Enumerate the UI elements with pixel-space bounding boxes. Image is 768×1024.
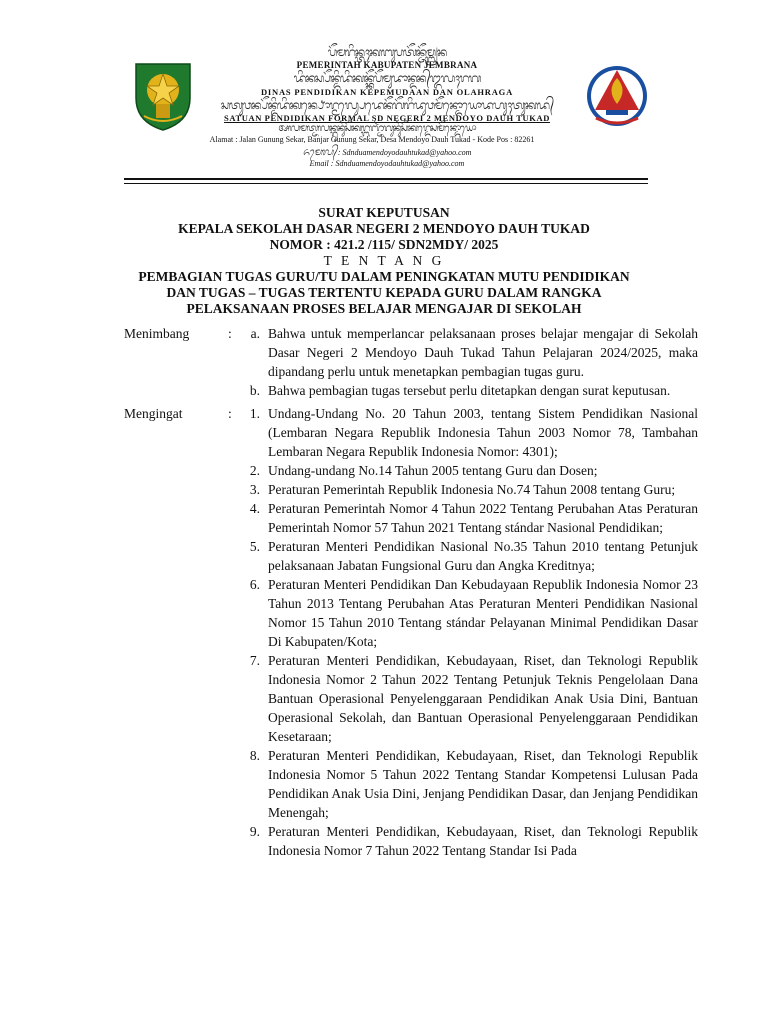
item-text: Bahwa untuk memperlancar pelaksanaan proses belajar mengajar di Sekolah Dasar Negeri 2 Mendoyo Dauh Tukad Tahun Pelajaran 2024/2025, maka dipandang perlu untuk menetapkan pembagian tugas guru. [268, 326, 698, 379]
balinese-script-line: ᬧᭂᬫᬭᬶᬦ᭄ᬢᬄᬓᬩᬸᬧᬢᭂᬦ᭄ᬚᭂᬫ᭄ᬩ᭄ᬭᬦ [327, 45, 447, 59]
mengingat-item [124, 404, 698, 461]
item-text: Peraturan Menteri Pendidikan, Kebudayaan, Riset, dan Teknologi Republik Indonesia Nomor 5 Tahun 2022 Tentang Standar Kompetensi Lulusan Pada Pendidikan Anak Usia Dini, Jenjang Pendidikan Dasar, dan Jenjang Pendidikan Menengah; [268, 748, 698, 820]
email-row [194, 160, 580, 168]
item-marker: 8. [249, 748, 260, 763]
mengingat-item [124, 651, 698, 746]
letterhead [124, 44, 648, 184]
government-name: PEMERINTAH KABUPATEN JEMBRANA [296, 60, 478, 70]
mengingat-item [124, 575, 698, 651]
item-marker: 2. [249, 463, 260, 478]
colon: : [228, 406, 232, 421]
decree-body [124, 324, 698, 860]
email-row-balinese [194, 146, 580, 158]
mengingat-item [124, 537, 698, 575]
email-label: Email : [309, 159, 334, 168]
balinese-script-line: ᬤᬶᬦᬲ᭄ᬧᭂᬦ᭄ᬤᬶᬤᬶᬓᬦ᭄ᬓᭂᬧᭂᬫᬸᬤᬵᬦ᭄ᬤᬦ᭄ᬑᬮᬄᬭᬕ [293, 71, 481, 85]
item-text: Peraturan Pemerintah Nomor 4 Tahun 2022 Tentang Perubahan Atas Peraturan Pemerintah Nomor 57 Tahun 2021 Tentang stándar Nasional Pendidikan; [268, 501, 698, 535]
item-text: Peraturan Pemerintah Republik Indonesia No.74 Tahun 2008 tentang Guru; [268, 482, 676, 497]
item-marker: a. [250, 326, 260, 341]
issuer-title: KEPALA SEKOLAH DASAR NEGERI 2 MENDOYO DAUH TUKAD [178, 221, 590, 236]
item-text: Peraturan Menteri Pendidikan, Kebudayaan, Riset, dan Teknologi Republik Indonesia Nomor 7 Tahun 2022 Tentang Standar Isi Pada [268, 824, 698, 858]
colon: : [228, 326, 232, 341]
decree-topic-line: PELAKSANAAN PROSES BELAJAR MENGAJAR DI SEKOLAH [186, 301, 582, 316]
item-text: Peraturan Menteri Pendidikan, Kebudayaan, Riset, dan Teknologi Republik Indonesia Nomor 2 Tahun 2022 Tentang Petunjuk Teknis Pengelolaan Dana Bantuan Operasional Penyelenggaraan Pendidikan Anak Usia Dini, Bantuan Operasional Sekolah, dan Bantuan Operasional Penyelenggaraan Pendidikan Kesetaraan; [268, 653, 698, 744]
decree-title: SURAT KEPUTUSAN [318, 205, 450, 220]
email-address: Sdnduamendoyodauhtukad@yahoo.com [335, 159, 465, 168]
email-address: : Sdnduamendoyodauhtukad@yahoo.com [337, 148, 472, 157]
mengingat-item [124, 746, 698, 822]
tentang-heading: T E N T A N G [323, 253, 445, 268]
decree-number: NOMOR : 421.2 /115/ SDN2MDY/ 2025 [269, 237, 499, 252]
decree-topic-line: DAN TUGAS – TUGAS TERTENTU KEPADA GURU DALAM RANGKA [166, 285, 602, 300]
item-text: Undang-undang No.14 Tahun 2005 tentang Guru dan Dosen; [268, 463, 598, 478]
jembrana-regency-logo [130, 60, 196, 132]
letterhead-thick-rule [124, 178, 648, 180]
balinese-script-line: ᬅᬮᬫᬢ᭄ᬚᬮᬦ᭄ᬕᬸᬦᬸᬂᬲᭂᬓᬭ᭄ᬩᬜ᭄ᬚᬃᬕᬸᬦᬸᬂᬲᭂᬓᬭ᭄ᬤᬾᬲᬫᭂᬦ᭄ᬤᭀᬬᭀ [278, 123, 476, 134]
tut-wuri-handayani-logo [584, 60, 650, 132]
school-unit-name: SATUAN PENDIDIKAN FORMAL SD NEGERI 2 MENDOYO DAUH TUKAD [224, 112, 550, 123]
item-marker: 5. [249, 539, 260, 554]
school-address: Alamat : Jalan Gunung Sekar, Banjar Gunung Sekar, Desa Mendoyo Dauh Tukad - Kode Pos : 82261 [209, 135, 535, 144]
balinese-email-label: ᬏᬫᬾᬮ᭄ [302, 147, 336, 158]
decree-topic-line: PEMBAGIAN TUGAS GURU/TU DALAM PENINGKATAN MUTU PENDIDIKAN [138, 269, 630, 284]
department-name: DINAS PENDIDIKAN KEPEMUDAAN DAN OLAHRAGA [260, 87, 514, 97]
mengingat-item [124, 822, 698, 860]
menimbang-label: Menimbang [124, 326, 190, 341]
menimbang-item [124, 324, 698, 381]
item-text: Undang-Undang No. 20 Tahun 2003, tentang Sistem Pendidikan Nasional (Lembaran Negara Republik Indonesia Tahun 2003 Nomor 78, Tambahan Lembaran Negara Republik Indonesia Nomor: 4301); [268, 406, 698, 459]
mengingat-item [124, 461, 698, 480]
item-text: Bahwa pembagian tugas tersebut perlu ditetapkan dengan surat keputusan. [268, 383, 671, 398]
item-marker: 4. [249, 501, 260, 516]
mengingat-item [124, 480, 698, 499]
balinese-script-line: ᬲᬢᬸᬯᬦ᭄ᬧᭂᬦ᭄ᬤᬶᬤᬶᬓᬦ᭄ᬨᭀᬭ᭄ᬫᬮ᭄ᬲᬾᬤᬾᬦᭂᬕᭂᬭᬶᬤᬸᬯᬫᭂᬦ᭄ᬤᭀᬬᭀᬤᬳᬸᬄᬢᬸᬓᬤ᭄ [220, 97, 554, 112]
item-text: Peraturan Menteri Pendidikan Dan Kebudayaan Republik Indonesia Nomor 23 Tahun 2013 Tentang Perubahan Atas Peraturan Menteri Pendidikan Nasional Nomor 15 Tahun 2010 Tentang stándar Pelayanan Minimal Pendidikan Dasar Di Kabupaten/Kota; [268, 577, 698, 649]
item-text: Peraturan Menteri Pendidikan Nasional No.35 Tahun 2010 tentang Petunjuk pelaksanaan Jabatan Fungsional Guru dan Angka Kreditnya; [268, 539, 698, 573]
mengingat-item [124, 499, 698, 537]
item-marker: 7. [249, 653, 260, 668]
decree-title-block [100, 205, 668, 317]
item-marker: 3. [249, 482, 260, 497]
item-marker: 9. [249, 824, 260, 839]
letterhead-thin-rule [124, 183, 648, 184]
menimbang-item [124, 381, 698, 400]
mengingat-label: Mengingat [124, 406, 183, 421]
item-marker: 6. [249, 577, 260, 592]
item-marker: b. [249, 383, 260, 398]
item-marker: 1. [249, 406, 260, 421]
